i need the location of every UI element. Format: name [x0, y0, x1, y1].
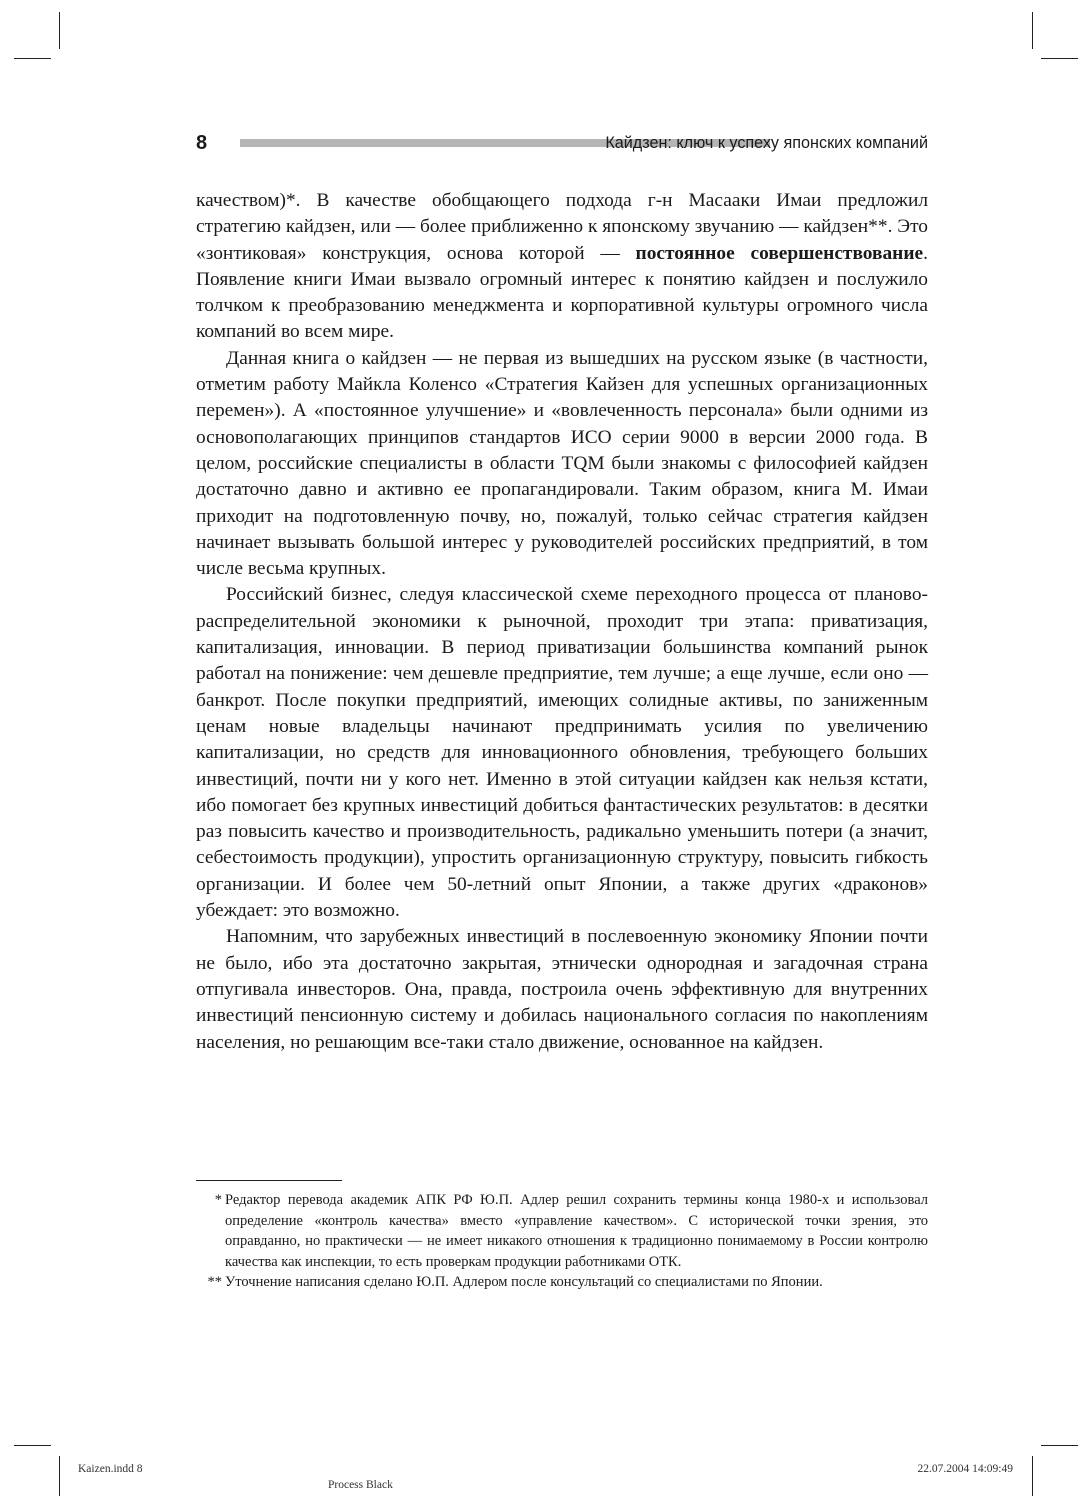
footnote	[196, 1272, 928, 1293]
crop-mark	[1032, 1456, 1033, 1496]
paragraph: Данная книга о кайдзен — не первая из вышедших на русском языке (в частности, отметим работу Майкла Коленсо «Стратегия Кайзен для успешных организационных перемен»). А «постоянное улучшение» и «вовлеченность персонала» были одними из основополагающих принципов стандартов ИСО серии 9000 в версии 2000 года. В целом, российские специалисты в области TQM были знакомы с философией кайдзен достаточно давно и активно ее пропагандировали. Таким образом, книга М. Имаи приходит на подготовленную почву, но, пожалуй, только сейчас стратегия кайдзен начинает вызывать большой интерес у руководителей российских предприятий, в том числе весьма крупных.	[196, 347, 928, 580]
slug-file: Kaizen.indd 8	[78, 1463, 143, 1475]
crop-mark	[14, 58, 51, 59]
footnote-text: Уточнение написания сделано Ю.П. Адлером после консультаций со специалистами по Японии.	[225, 1274, 823, 1290]
running-head	[196, 131, 928, 155]
crop-mark	[14, 1445, 51, 1446]
paragraph-text: качеством)*. В качестве обобщающего подхода г-н Масааки Имаи предложил стратегию кайдзен, или — более приближенно к японскому звучанию — кайдзен**. Это «зонтиковая» конструкция, основа которой —	[196, 190, 928, 264]
crop-mark	[1032, 12, 1033, 49]
slug-datetime: 22.07.2004 14:09:49	[917, 1463, 1013, 1475]
crop-mark	[59, 12, 60, 49]
footnote-text: Редактор перевода академик АПК РФ Ю.П. Адлер решил сохранить термины конца 1980-х и использовал определение «контроль качества» вместо «управление качеством». С исторической точки зрения, это оправданно, но практически — не имеет никакого отношения к традиционно понимаемому в России контролю качества как инспекции, то есть проверкам продукции работниками ОТК.	[225, 1192, 928, 1270]
footnote-mark: *	[214, 1192, 222, 1208]
paragraph-text: . Появление книги Имаи вызвало огромный интерес к понятию кайдзен и послужило толчком к преобразованию менеджмента и корпоративной культуры огромного числа компаний во всем мире.	[196, 242, 928, 343]
paragraph: Российский бизнес, следуя классической схеме переходного процесса от планово-распределительной экономики к рыночной, проходит три этапа: приватизация, капитализация, инновации. В период приватизации большинства компаний рынок работал на понижение: чем дешевле предприятие, тем лучше; а еще лучше, если оно — банкрот. После покупки предприятий, имеющих солидные активы, по заниженным ценам новые владельцы начинают предпринимать усилия по увеличению капитализации, но средств для инновационного обновления, требующего больших инвестиций, почти ни у кого нет. Именно в этой ситуации кайдзен как нельзя кстати, ибо помогает без крупных инвестиций добиться фантастических результатов: в десятки раз повысить качество и производительность, радикально уменьшить потери (а значит, себестоимость продукции), упростить организационную структуру, повысить гибкость организации. И более чем 50-летний опыт Японии, а также других «драконов» убеждает: это возможно.	[196, 584, 928, 922]
crop-mark	[1041, 58, 1078, 59]
page-number: 8	[196, 132, 208, 154]
crop-mark	[1041, 1445, 1078, 1446]
paragraph: Напомним, что зарубежных инвестиций в послевоенную экономику Японии почти не было, ибо эта достаточно закрытая, этнически однородная и загадочная страна отпугивала инвесторов. Она, правда, построила очень эффективную для внутренних инвестиций пенсионную систему и добилась национального согласия по накоплениям населения, но решающим все-таки стало движение, основанное на кайдзен.	[196, 926, 928, 1053]
footnotes	[196, 1190, 928, 1293]
footnote	[196, 1190, 928, 1272]
book-title: Кайдзен: ключ к успеху японских компаний	[605, 134, 928, 152]
emphasis-term: постоянное совершенствование	[635, 242, 924, 264]
paragraph	[196, 188, 928, 346]
slug-color: Process Black	[328, 1479, 393, 1491]
footnote-mark: **	[207, 1274, 222, 1290]
footnote-rule	[196, 1180, 342, 1181]
body-text	[196, 188, 928, 1056]
crop-mark	[59, 1456, 60, 1496]
